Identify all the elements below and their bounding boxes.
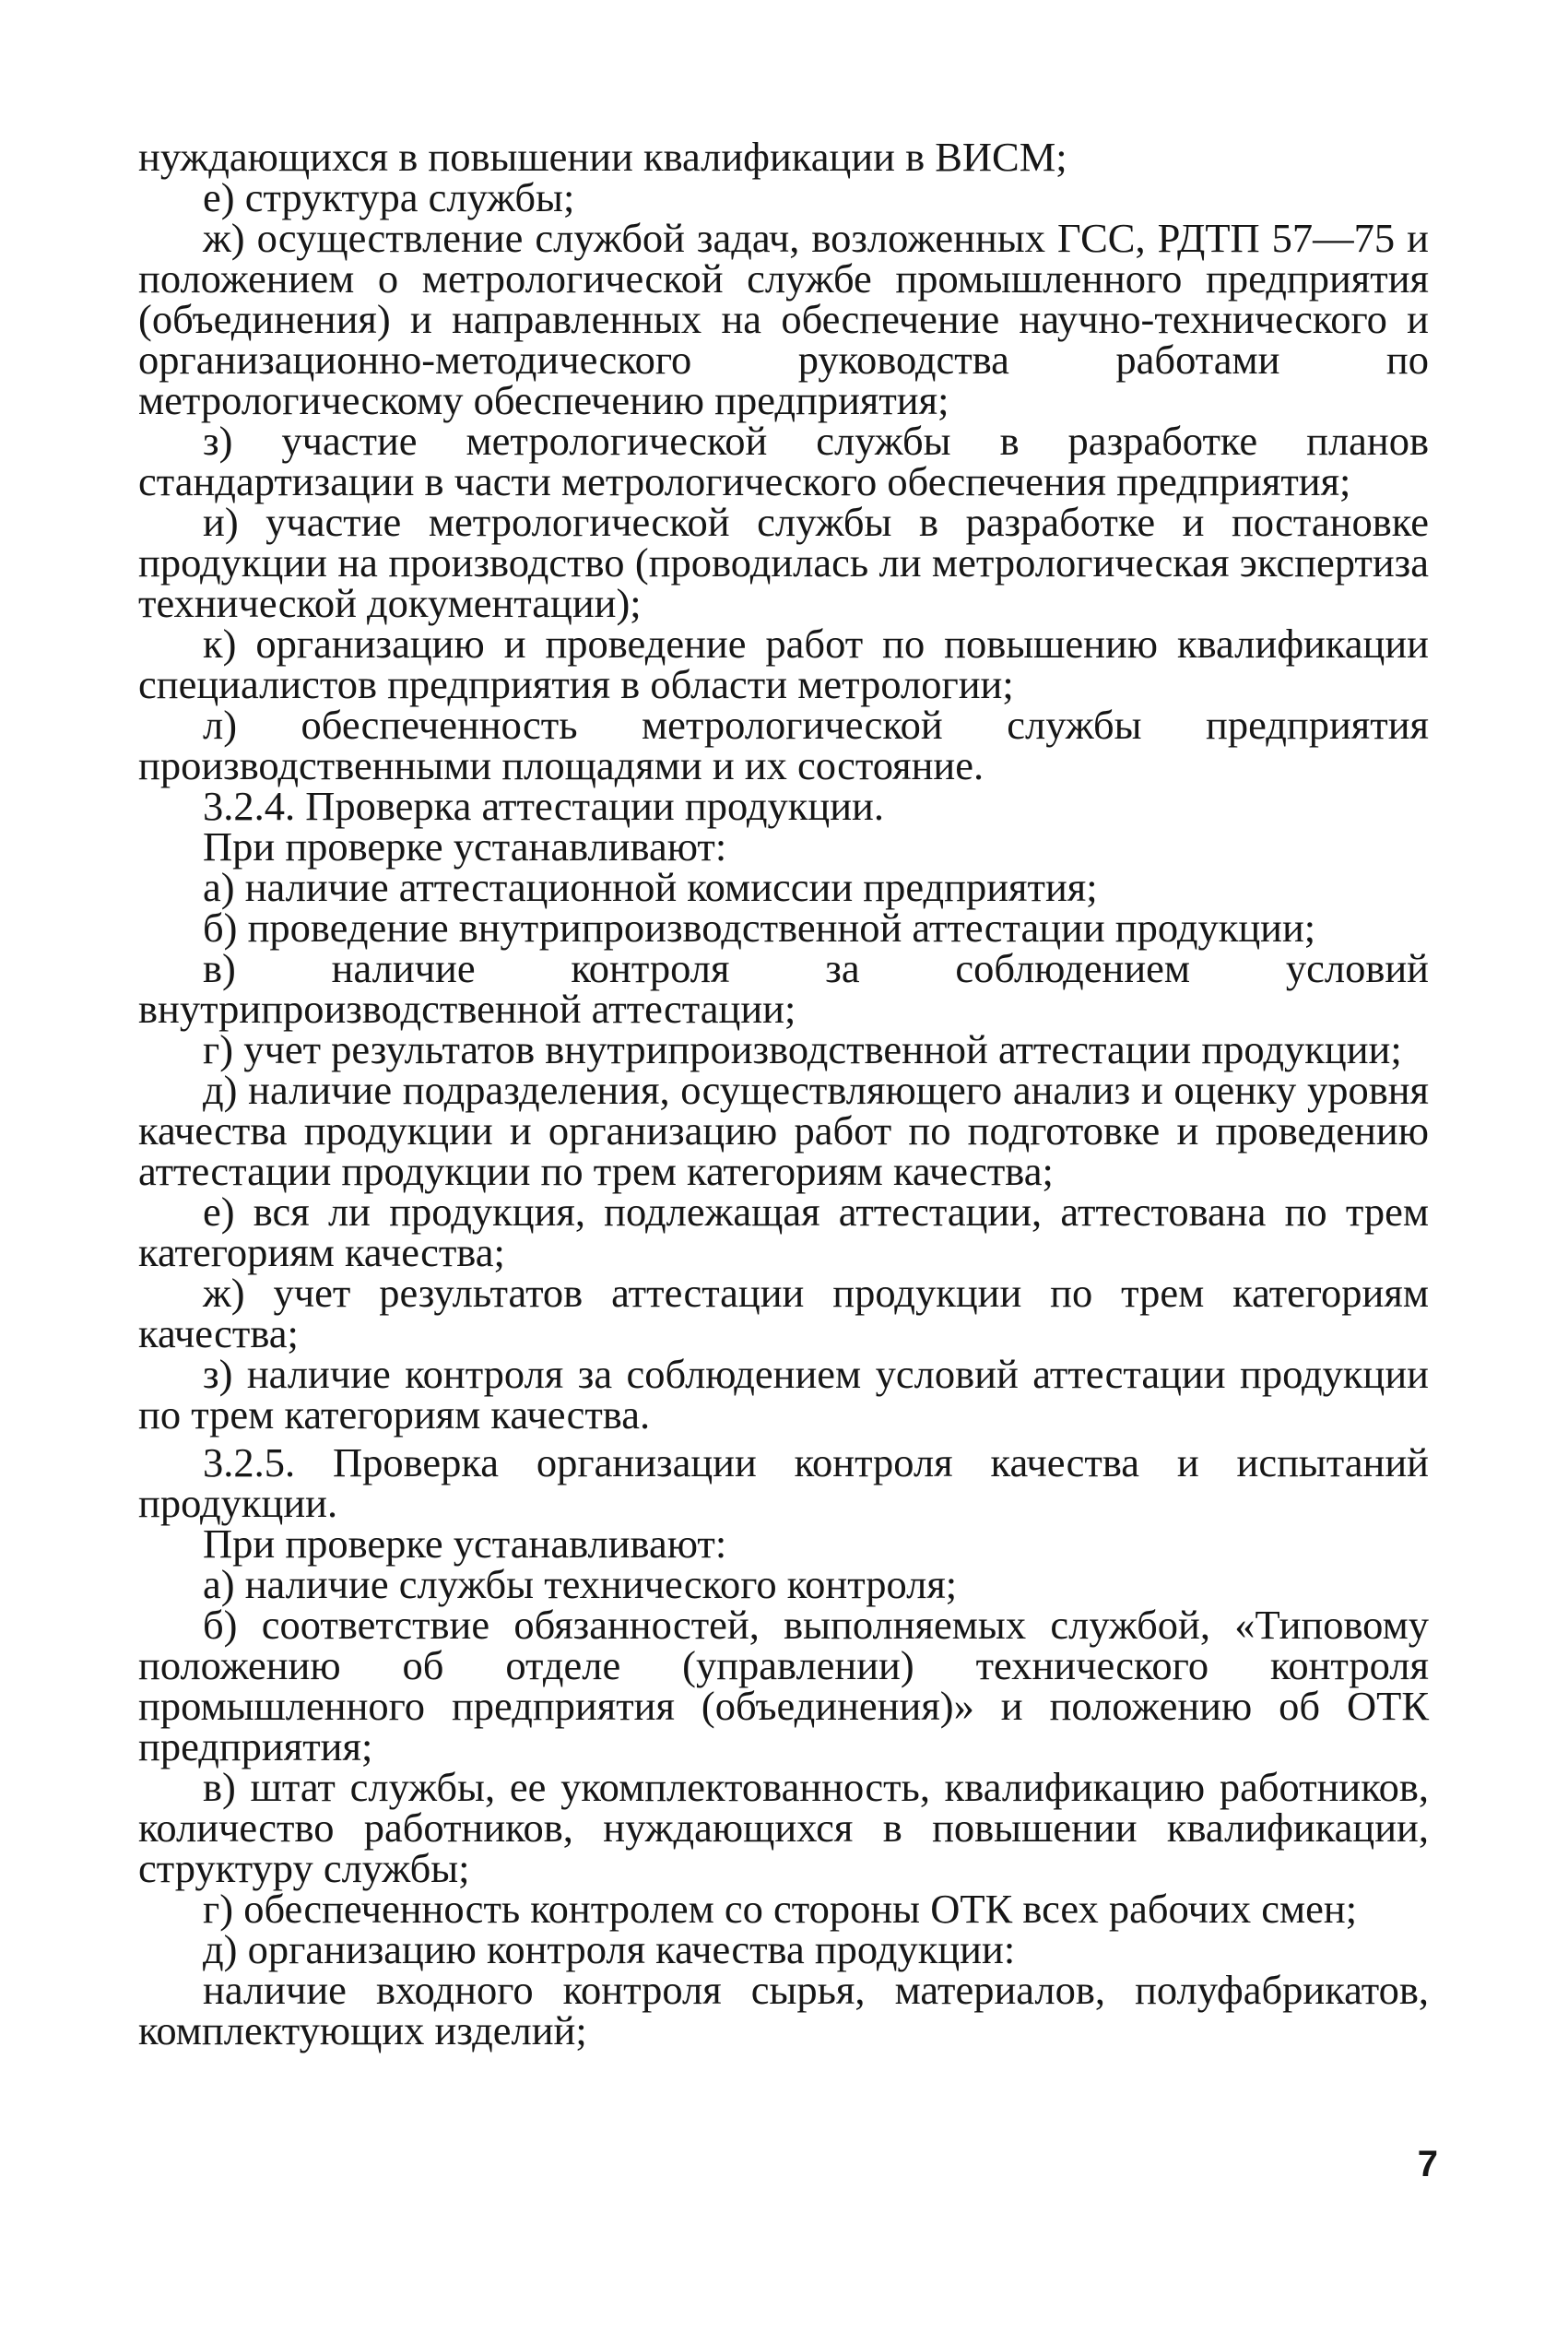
paragraph-item-g-results: г) учет результатов внутрипроизводственной аттестации продукции; bbox=[203, 1026, 1402, 1072]
paragraph-check-intro-2: При проверке устанавливают: bbox=[203, 1520, 727, 1567]
document-page bbox=[138, 136, 1429, 2051]
paragraph-item-zh-results: ж) учет результатов аттестации продукции по трем категориям качества; bbox=[138, 1270, 1429, 1356]
paragraph-item-e-structure: е) структура службы; bbox=[203, 174, 575, 220]
paragraph-item-b-internal-attestation: б) проведение внутрипроизводственной аттестации продукции; bbox=[203, 905, 1316, 951]
paragraph-check-intro: При проверке устанавливают: bbox=[203, 823, 727, 870]
paragraph-item-z-conditions: з) наличие контроля за соблюдением условий аттестации продукции по трем категориям качества. bbox=[138, 1351, 1429, 1438]
paragraph-item-g-shifts: г) обеспеченность контролем со стороны ОТК всех рабочих смен; bbox=[203, 1886, 1358, 1932]
paragraph-item-d-department: д) наличие подразделения, осуществляющего анализ и оценку уровня качества продукции и организацию работ по подготовке и проведению аттестации продукции по трем категориям качества; bbox=[138, 1067, 1429, 1194]
page-number: 7 bbox=[1417, 2144, 1438, 2184]
paragraph-input-control: наличие входного контроля сырья, материалов, полуфабрикатов, комплектующих изделий; bbox=[138, 1967, 1429, 2053]
section-heading-3-2-5: 3.2.5. Проверка организации контроля качества и испытаний продукции. bbox=[138, 1439, 1429, 1526]
paragraph-item-b-duties: б) соответствие обязанностей, выполняемых службой, «Типовому положению об отделе (управлении) технического контроля промышленного предприятия (объединения)» и положению об ОТК предприятия; bbox=[138, 1602, 1429, 1769]
paragraph-item-k-training: к) организацию и проведение работ по повышению квалификации специалистов предприятия в области метрологии; bbox=[138, 621, 1429, 707]
paragraph-item-v-staff: в) штат службы, ее укомплектованность, квалификацию работников, количество работников, нуждающихся в повышении квалификации, структуру службы; bbox=[138, 1764, 1429, 1891]
paragraph-continuation: нуждающихся в повышении квалификации в ВИСМ; bbox=[138, 134, 1067, 180]
paragraph-item-a-commission: а) наличие аттестационной комиссии предприятия; bbox=[203, 864, 1098, 910]
paragraph-item-e-all-products: е) вся ли продукция, подлежащая аттестации, аттестована по трем категориям качества; bbox=[138, 1189, 1429, 1275]
paragraph-item-v-control: в) наличие контроля за соблюдением условий внутрипроизводственной аттестации; bbox=[138, 945, 1429, 1032]
section-heading-3-2-4: 3.2.4. Проверка аттестации продукции. bbox=[203, 783, 884, 829]
paragraph-item-zh-tasks: ж) осуществление службой задач, возложенных ГСС, РДТП 57—75 и положением о метрологической службе промышленного предприятия (объединения) и направленных на обеспечение научно-технического и организационно-методического руководства работами по метрологическому обеспечению предприятия; bbox=[138, 215, 1429, 423]
paragraph-item-z-standardization: з) участие метрологической службы в разработке планов стандартизации в части метрологического обеспечения предприятия; bbox=[138, 418, 1429, 504]
paragraph-item-d-quality-control: д) организацию контроля качества продукции: bbox=[203, 1926, 1016, 1972]
paragraph-item-a-service: а) наличие службы технического контроля; bbox=[203, 1561, 958, 1607]
paragraph-item-i-production: и) участие метрологической службы в разработке и постановке продукции на производство (проводилась ли метрологическая экспертиза технической документации); bbox=[138, 499, 1429, 626]
paragraph-item-l-facilities: л) обеспеченность метрологической службы предприятия производственными площадями и их состояние. bbox=[138, 702, 1429, 788]
